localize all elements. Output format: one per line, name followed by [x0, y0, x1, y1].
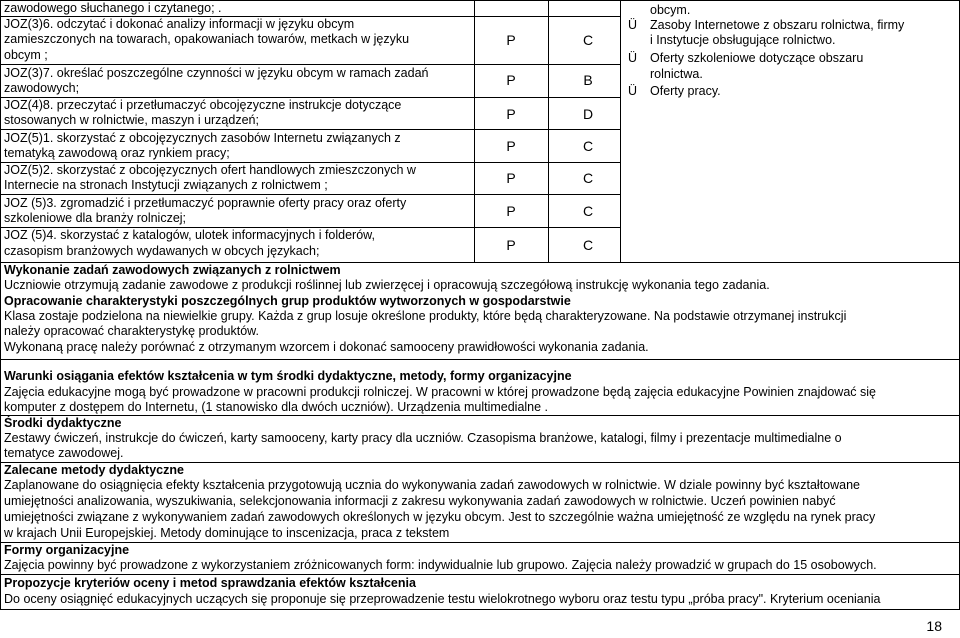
section-text: w krajach Unii Europejskiej. Metody dominujące to inscenizacja, praca z tekstem: [4, 526, 450, 540]
level-cell: C: [582, 138, 594, 154]
column-divider-2: [548, 0, 549, 262]
bullet-icon: Ü: [628, 84, 638, 98]
category-cell: P: [506, 138, 516, 154]
outcome-text: stosowanych w rolnictwie, maszyn i urządzeń;: [4, 113, 259, 127]
table-bottom-border: [0, 609, 960, 610]
section-title: Wykonanie zadań zawodowych związanych z rolnictwem: [4, 263, 341, 277]
outcome-text: JOZ(5)1. skorzystać z obcojęzycznych zasobów Internetu związanych z: [4, 131, 401, 145]
section-title: Propozycje kryteriów oceny i metod sprawdzania efektów kształcenia: [4, 576, 416, 590]
section-line: [0, 415, 960, 416]
outcome-text: obcym ;: [4, 48, 48, 62]
section-line: [0, 359, 960, 360]
section-title: Zalecane metody dydaktyczne: [4, 463, 184, 477]
outcome-text: JOZ(4)8. przeczytać i przetłumaczyć obcojęzyczne instrukcje dotyczące: [4, 98, 402, 112]
section-text: komputer z dostępem do Internetu, (1 stanowisko dla dwóch uczniów). Urządzenia multimedialne .: [4, 400, 549, 414]
outcome-text: zawodowych;: [4, 81, 80, 95]
category-cell: P: [506, 203, 516, 219]
page-number: 18: [926, 618, 942, 634]
outcome-text: JOZ(3)7. określać poszczególne czynności w języku obcym w ramach zadań: [4, 66, 429, 80]
outcome-text: JOZ(3)6. odczytać i dokonać analizy informacji w języku obcym: [4, 17, 355, 31]
section-text: Zaplanowane do osiągnięcia efekty kształcenia przygotowują ucznia do wykonywania zadań zawodowych w rolnictwie. W dziale powinny być kształtowane: [4, 478, 861, 492]
resource-item: Ü Zasoby Internetowe z obszaru rolnictwa, firmy: [628, 18, 905, 32]
level-cell: D: [582, 106, 594, 122]
section-text: umiejętności analizowania, wyszukiwania, selekcjonowania informacji z zakresu wykonywania zadań zawodowych w rolnictwie. Uczeń powinien nabyć: [4, 494, 836, 508]
level-cell: C: [582, 32, 594, 48]
table-left-border: [0, 0, 1, 610]
section-text: tematyce zawodowej.: [4, 446, 124, 460]
level-cell: C: [582, 203, 594, 219]
section-text: umiejętności związane z wykonywaniem zadań zawodowych określonych w języku obcym. Jest to szczególnie ważna umiejętność ze względu na rynek pracy: [4, 510, 876, 524]
column-divider-3: [620, 0, 621, 262]
level-cell: B: [583, 72, 593, 88]
column-divider-1: [474, 0, 475, 262]
section-text: Zestawy ćwiczeń, instrukcje do ćwiczeń, karty samooceny, karty pracy dla uczniów. Czasopisma branżowe, katalogi, filmy i prezentacje multimedialne o: [4, 431, 842, 445]
resource-item: Ü Oferty pracy.: [628, 84, 721, 98]
bullet-icon: Ü: [628, 51, 638, 65]
outcome-text: szkoleniowe dla branży rolniczej;: [4, 211, 187, 225]
outcome-text: Internecie na stronach Instytucji związanych z rolnictwem ;: [4, 178, 328, 192]
level-cell: C: [582, 170, 594, 186]
section-title: Środki dydaktyczne: [4, 416, 122, 430]
section-text: Zajęcia edukacyjne mogą być prowadzone w pracowni produkcji rolniczej. W pracowni w której prowadzone będą zajęcia edukacyjne Powinien znajdować się: [4, 385, 876, 399]
section-title: Formy organizacyjne: [4, 543, 130, 557]
outcome-text: zamieszczonych na towarach, opakowaniach towarów, metkach w języku: [4, 32, 410, 46]
category-cell: P: [506, 32, 516, 48]
outcome-text: JOZ(5)2. skorzystać z obcojęzycznych ofert handlowych zmieszczonych w: [4, 163, 416, 177]
category-cell: P: [506, 237, 516, 253]
bullet-icon: Ü: [628, 18, 638, 32]
section-title: Warunki osiągania efektów kształcenia w tym środki dydaktyczne, metody, formy organizacyjne: [4, 369, 572, 383]
resource-item-cont: i Instytucje obsługujące rolnictwo.: [650, 33, 836, 47]
row-line: [0, 194, 620, 195]
section-text: Klasa zostaje podzielona na niewielkie grupy. Każda z grup losuje określone produkty, które będą charakteryzowane. Na podstawie otrzymanej instrukcji: [4, 309, 847, 323]
row-line: [0, 129, 620, 130]
resources-lead: obcym.: [650, 3, 691, 17]
section-text: należy opracować charakterystykę produktów.: [4, 324, 259, 338]
outcome-text: zawodowego słuchanego i czytanego; .: [4, 1, 222, 15]
section-line: [0, 542, 960, 543]
row-line: [0, 64, 620, 65]
resource-item-cont: rolnictwa.: [650, 67, 703, 81]
resource-item: Ü Oferty szkoleniowe dotyczące obszaru: [628, 51, 864, 65]
section-text: Wykonaną pracę należy porównać z otrzymanym wzorcem i dokonać samooceny prawidłowości wykonania zadania.: [4, 340, 649, 354]
category-cell: P: [506, 106, 516, 122]
level-cell: C: [582, 237, 594, 253]
category-cell: P: [506, 170, 516, 186]
section-title: Opracowanie charakterystyki poszczególnych grup produktów wytworzonych w gospodarstwie: [4, 294, 571, 308]
section-text: Uczniowie otrzymują zadanie zawodowe z produkcji roślinnej lub zwierzęcej i opracowują szczegółową instrukcję wykonania tego zadania.: [4, 278, 770, 292]
section-line: [0, 574, 960, 575]
section-text: Do oceny osiągnięć edukacyjnych uczących się proponuje się przeprowadzenie testu wielokrotnego wyboru oraz testu typu „próba pracy". Kryterium oceniania: [4, 592, 881, 606]
section-text: Zajęcia powinny być prowadzone z wykorzystaniem zróżnicowanych form: indywidualnie lub grupowo. Zajęcia należy prowadzić w grupach do 15 osobowych.: [4, 558, 877, 572]
outcome-text: JOZ (5)3. zgromadzić i przetłumaczyć poprawnie oferty pracy oraz oferty: [4, 196, 407, 210]
outcome-text: czasopism branżowych wydawanych w obcych językach;: [4, 244, 320, 258]
category-cell: P: [506, 72, 516, 88]
outcome-text: JOZ (5)4. skorzystać z katalogów, ulotek informacyjnych i folderów,: [4, 228, 375, 242]
outcome-text: tematyką zawodową oraz rynkiem pracy;: [4, 146, 230, 160]
